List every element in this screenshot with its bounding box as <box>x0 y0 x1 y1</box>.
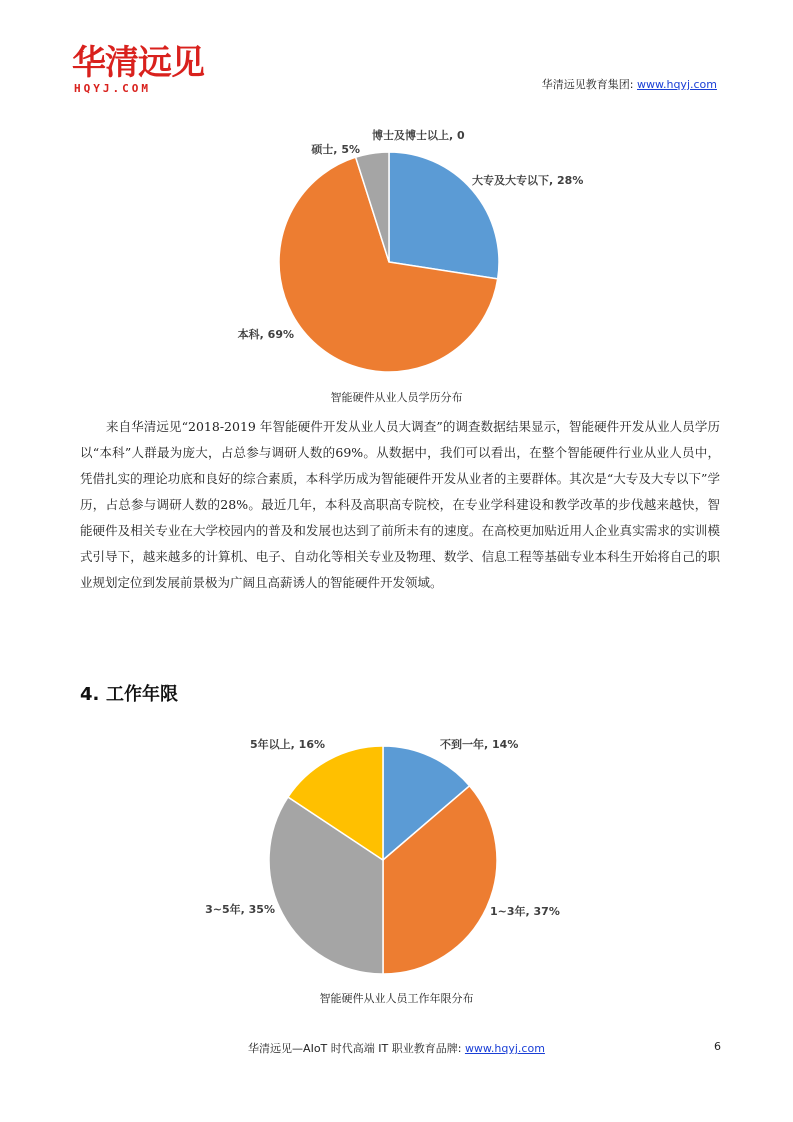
work-years-pie-svg <box>200 728 600 978</box>
body-paragraph: 来自华清远见“2018-2019 年智能硬件开发从业人员大调查”的调查数据结果显示，智能硬件开发从业人员学历以“本科”人群最为庞大，占总参与调研人数的69%。从数据中，我们可以看出，在整个智能硬件行业从业人员中，凭借扎实的理论功底和良好的综合素质，本科学历成为智能硬件开发从业者的主要群体。其次是“大专及大专以下”学历，占总参与调研人数的28%。最近几年，本科及高职高专院校，在专业学科建设和教学改革的步伐越来越快，智能硬件及相关专业在大学校园内的普及和发展也达到了前所未有的速度。在高校更加贴近用人企业真实需求的实训模式引导下，越来越多的计算机、电子、自动化等相关专业及物理、数学、信息工程等基础专业本科生开始将自己的职业规划定位到发展前景极为广阔且高薪诱人的智能硬件开发领域。 <box>80 419 720 590</box>
footer-website-link[interactable]: www.hqyj.com <box>464 1042 545 1055</box>
logo-subtext: HQYJ.COM <box>74 82 151 95</box>
section-title-text: 工作年限 <box>106 684 178 705</box>
page-footer <box>0 1040 793 1056</box>
pie-label-2-3: 5年以上, 16% <box>250 738 325 751</box>
header-group-text: 华清远见教育集团: <box>541 78 634 91</box>
footer-text: 华清远见—AIoT 时代高端 IT 职业教育品牌: <box>248 1042 462 1055</box>
pie-slice-1-0 <box>389 152 499 279</box>
pie-label-2-0: 不到一年, 14% <box>440 738 519 751</box>
section-heading <box>80 680 178 706</box>
education-pie-svg <box>200 120 600 380</box>
pie-label-1-1: 本科, 69% <box>237 328 294 341</box>
pie-label-1-3: 博士及博士以上, 0 <box>372 129 465 142</box>
pie-label-2-2: 3~5年, 35% <box>205 903 275 916</box>
work-years-chart-caption: 智能硬件从业人员工作年限分布 <box>319 992 474 1005</box>
header-website-link[interactable]: www.hqyj.com <box>637 78 717 91</box>
page-number: 6 <box>714 1040 721 1053</box>
pie-label-2-1: 1~3年, 37% <box>490 905 560 918</box>
pie-label-1-0: 大专及大专以下, 28% <box>472 174 584 187</box>
education-chart-caption: 智能硬件从业人员学历分布 <box>330 391 463 404</box>
section-number: 4. <box>80 684 100 705</box>
logo-text: 华清远见 <box>72 43 204 83</box>
education-pie-chart <box>200 120 600 380</box>
work-years-pie-chart <box>200 728 600 978</box>
pie-label-1-2: 硕士, 5% <box>311 143 360 156</box>
company-logo <box>72 44 202 94</box>
header-group-info <box>542 76 717 92</box>
